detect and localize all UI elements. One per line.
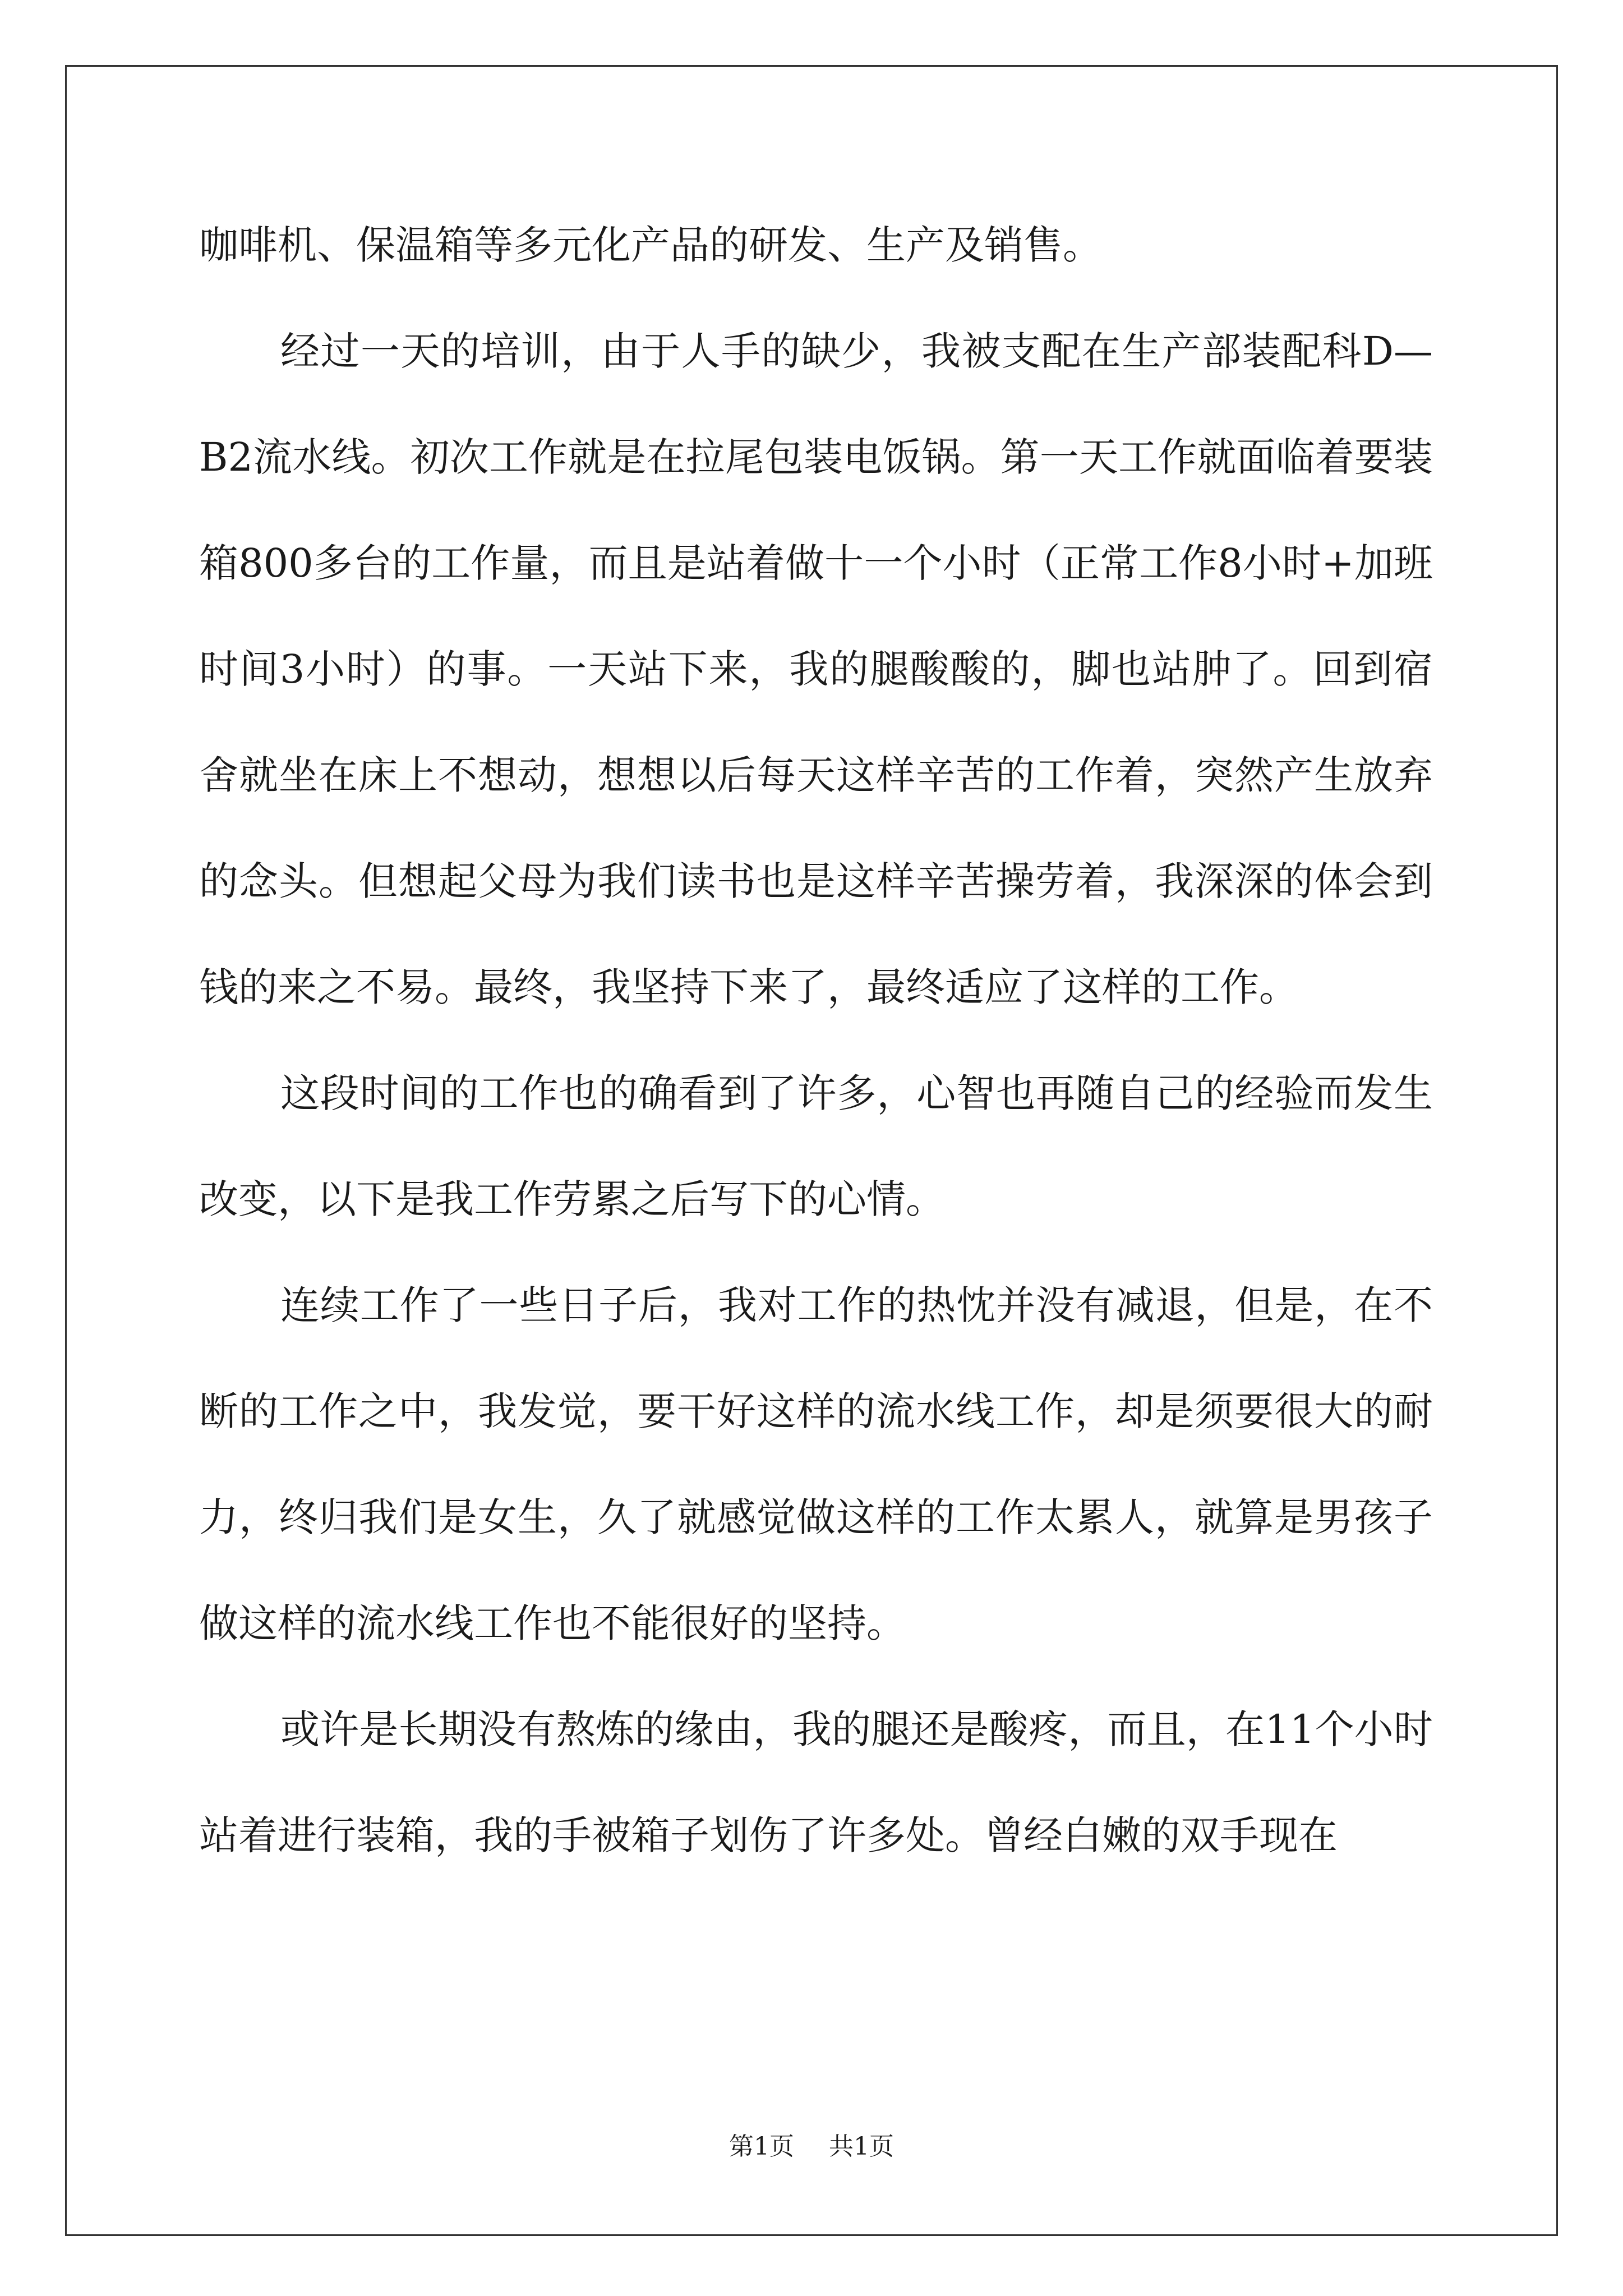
total-pages: 共1页 [829,2132,894,2161]
paragraph-2: 经过一天的培训，由于人手的缺少，我被支配在生产部装配科D—B2流水线。初次工作就是在拉尾包装电饭锅。第一天工作就面临着要装箱800多台的工作量，而且是站着做十一个小时（正常工作8小时+加班时间3小时）的事。一天站下来，我的腿酸酸的，脚也站肿了。回到宿舍就坐在床上不想动，想想以后每天这样辛苦的工作着，突然产生放弃的念头。但想起父母为我们读书也是这样辛苦操劳着，我深深的体会到钱的来之不易。最终，我坚持下来了，最终适应了这样的工作。 [199,328,1433,1010]
page-number: 第1页 [729,2132,794,2161]
document-body [199,192,1433,1889]
page-footer [0,2126,1623,2162]
paragraph-5: 或许是长期没有熬炼的缘由，我的腿还是酸疼，而且，在11个小时站着进行装箱，我的手被箱子划伤了许多处。曾经白嫩的双手现在 [199,1706,1433,1858]
paragraph-4: 连续工作了一些日子后，我对工作的热忱并没有减退，但是，在不断的工作之中，我发觉，要干好这样的流水线工作，却是须要很大的耐力，终归我们是女生，久了就感觉做这样的工作太累人，就算是男孩子做这样的流水线工作也不能很好的坚持。 [199,1282,1433,1646]
paragraph-3: 这段时间的工作也的确看到了许多，心智也再随自己的经验而发生改变，以下是我工作劳累之后写下的心情。 [199,1070,1433,1222]
paragraph-1: 咖啡机、保温箱等多元化产品的研发、生产及销售。 [199,222,1102,268]
